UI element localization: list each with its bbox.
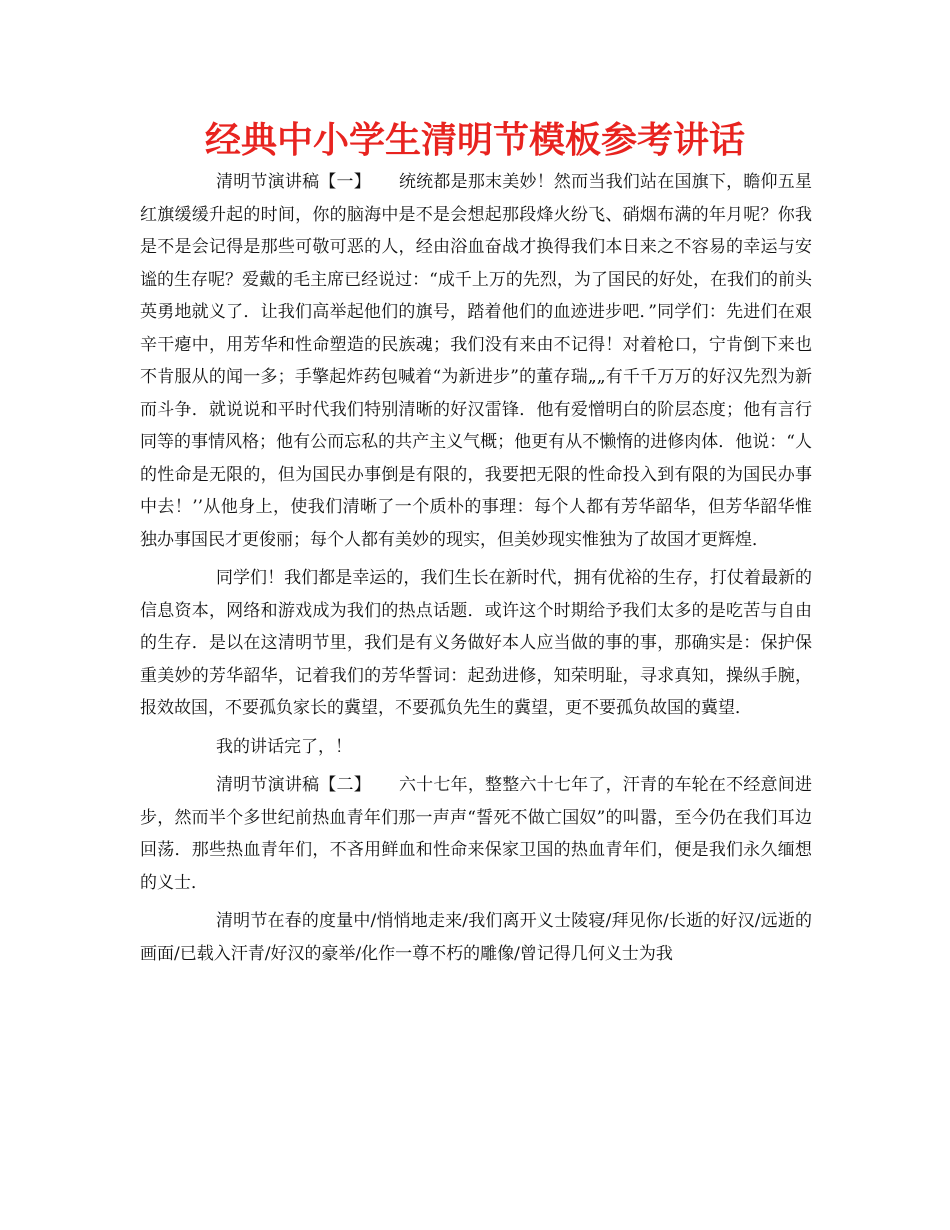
paragraph-text: 我的讲话完了，！ — [216, 736, 352, 757]
document-title: 经典中小学生清明节模板参考讲话 — [204, 120, 745, 161]
paragraph-text: 六十七年，整整六十七年了，汗青的车轮在不经意间进步，然而半个多世纪前热血青年们那一声声“誓死不做亡国奴”的叫嚣，至今仍在我们耳边回荡．那些热血青年们，不吝用鲜血和性命来保家卫国的热血青年们，便是我们永久缅想的义士． — [140, 775, 812, 893]
paragraph-2 — [140, 562, 812, 725]
paragraph-text: 统统都是那末美妙！然而当我们站在国旗下，瞻仰五星红旗缓缓升起的时间，你的脑海中是不是会想起那段烽火纷飞、硝烟布满的年月呢？你我是不是会记得是那些可敬可恶的人，经由浴血奋战才换得我们本日来之不容易的幸运与安谧的生存呢？爱戴的毛主席已经说过：“成千上万的先烈，为了国民的好处，在我们的前头英勇地就义了．让我们高举起他们的旗号，踏着他们的血迹进步吧．”同学们：先进们在艰辛干瘪中，用芳华和性命塑造的民族魂；我们没有来由不记得！对着枪口，宁肯倒下来也不肯服从的闻一多；手擎起炸药包喊着“为新进步”的董存瑞„„有千千万万的好汉先烈为新而斗争．就说说和平时代我们特别清晰的好汉雷锋．他有爱憎明白的阶层态度；他有言行同等的事情风格；他有公而忘私的共产主义气概；他更有从不懒惰的进修肉体．他说：“人的性命是无限的，但为国民办事倒是有限的，我要把无限的性命投入到有限的为国民办事中去！’’从他身上，使我们清晰了一个质朴的事理：每个人都有芳华韶华，但芳华韶华惟独办事国民才更俊丽；每个人都有美妙的现实，但美妙现实惟独为了故国才更辉煌． — [140, 172, 812, 550]
speech-heading-1: 清明节演讲稿【一】 — [216, 172, 371, 192]
paragraph-text: 同学们！我们都是幸运的，我们生长在新时代，拥有优裕的生存，打仗着最新的信息资本，网络和游戏成为我们的热点话题．或许这个时期给予我们太多的是吃苦与自由的生存．是以在这清明节里，我们是有义务做好本人应当做的事的事，那确实是：保护保重美妙的芳华韶华，记着我们的芳华誓词：起劲进修，知荣明耻，寻求真知，操纵手腕，报效故国，不要孤负家长的冀望，不要孤负先生的冀望，更不要孤负故国的冀望． — [140, 568, 812, 718]
paragraph-1 — [140, 166, 812, 556]
paragraph-text: 清明节在春的度量中/悄悄地走来/我们离开义士陵寝/拜见你/长逝的好汉/远逝的画面/已载入汗青/好汉的豪举/化作一尊不朽的雕像/曾记得几何义士为我 — [140, 911, 812, 964]
document-body — [140, 166, 812, 976]
paragraph-5 — [140, 905, 812, 970]
paragraph-3 — [140, 731, 812, 764]
speech-heading-2: 清明节演讲稿【二】 — [216, 775, 371, 795]
paragraph-4 — [140, 769, 812, 899]
